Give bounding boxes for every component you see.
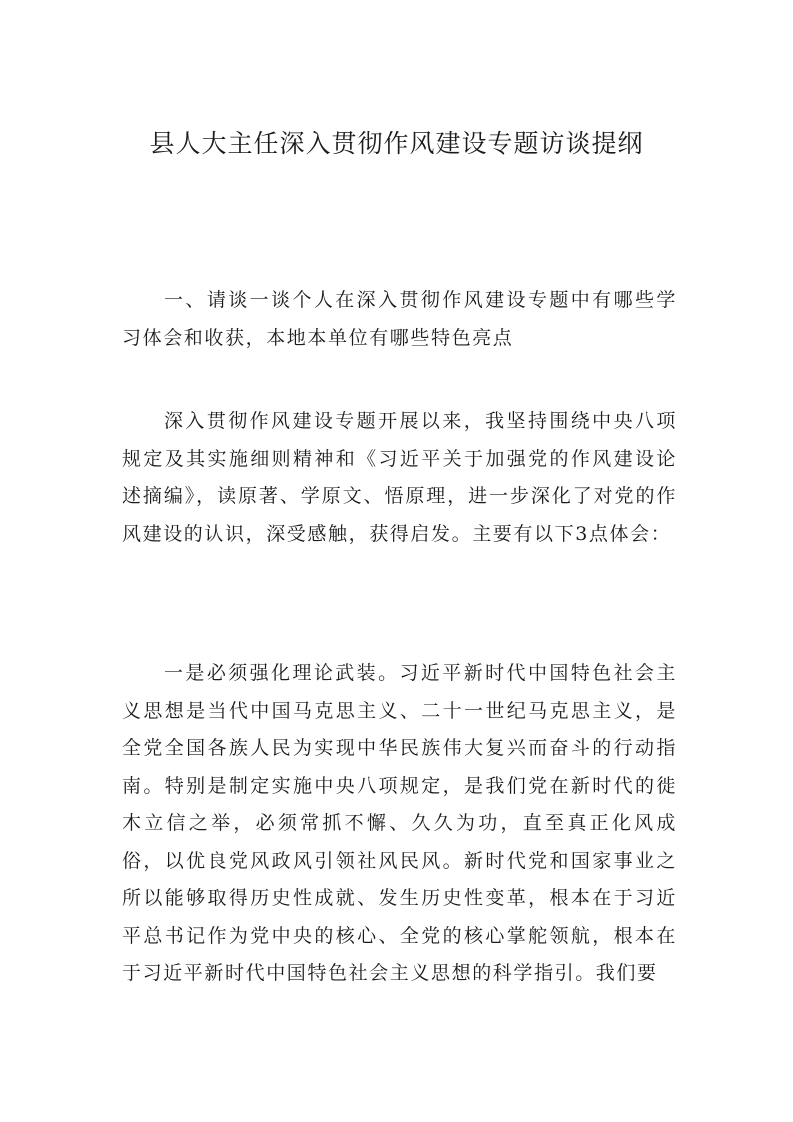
body-paragraph: 一是必须强化理论武装。习近平新时代中国特色社会主义思想是当代中国马克思主义、二十一世纪马克思主义，是全党全国各族人民为实现中华民族伟大复兴而奋斗的行动指南。特别是制定实施中央八项规定，是我们党在新时代的徙木立信之举，必须常抓不懈、久久为功，直至真正化风成俗，以优良党风政风引领社风民风。新时代党和国家事业之所以能够取得历史性成就、发生历史性变革，根本在于习近平总书记作为党中央的核心、全党的核心掌舵领航，根本在于习近平新时代中国特色社会主义思想的科学指引。我们要 (122, 662, 677, 984)
document-title: 县人大主任深入贯彻作风建设专题访谈提纲 (149, 129, 644, 158)
question-heading: 一、请谈一谈个人在深入贯彻作风建设专题中有哪些学习体会和收获，本地本单位有哪些特色亮点 (122, 289, 677, 349)
body-paragraph: 深入贯彻作风建设专题开展以来，我坚持围绕中央八项规定及其实施细则精神和《习近平关于加强党的作风建设论述摘编》，读原著、学原文、悟原理，进一步深化了对党的作风建设的认识，深受感触，获得启发。主要有以下3点体会： (122, 410, 677, 545)
